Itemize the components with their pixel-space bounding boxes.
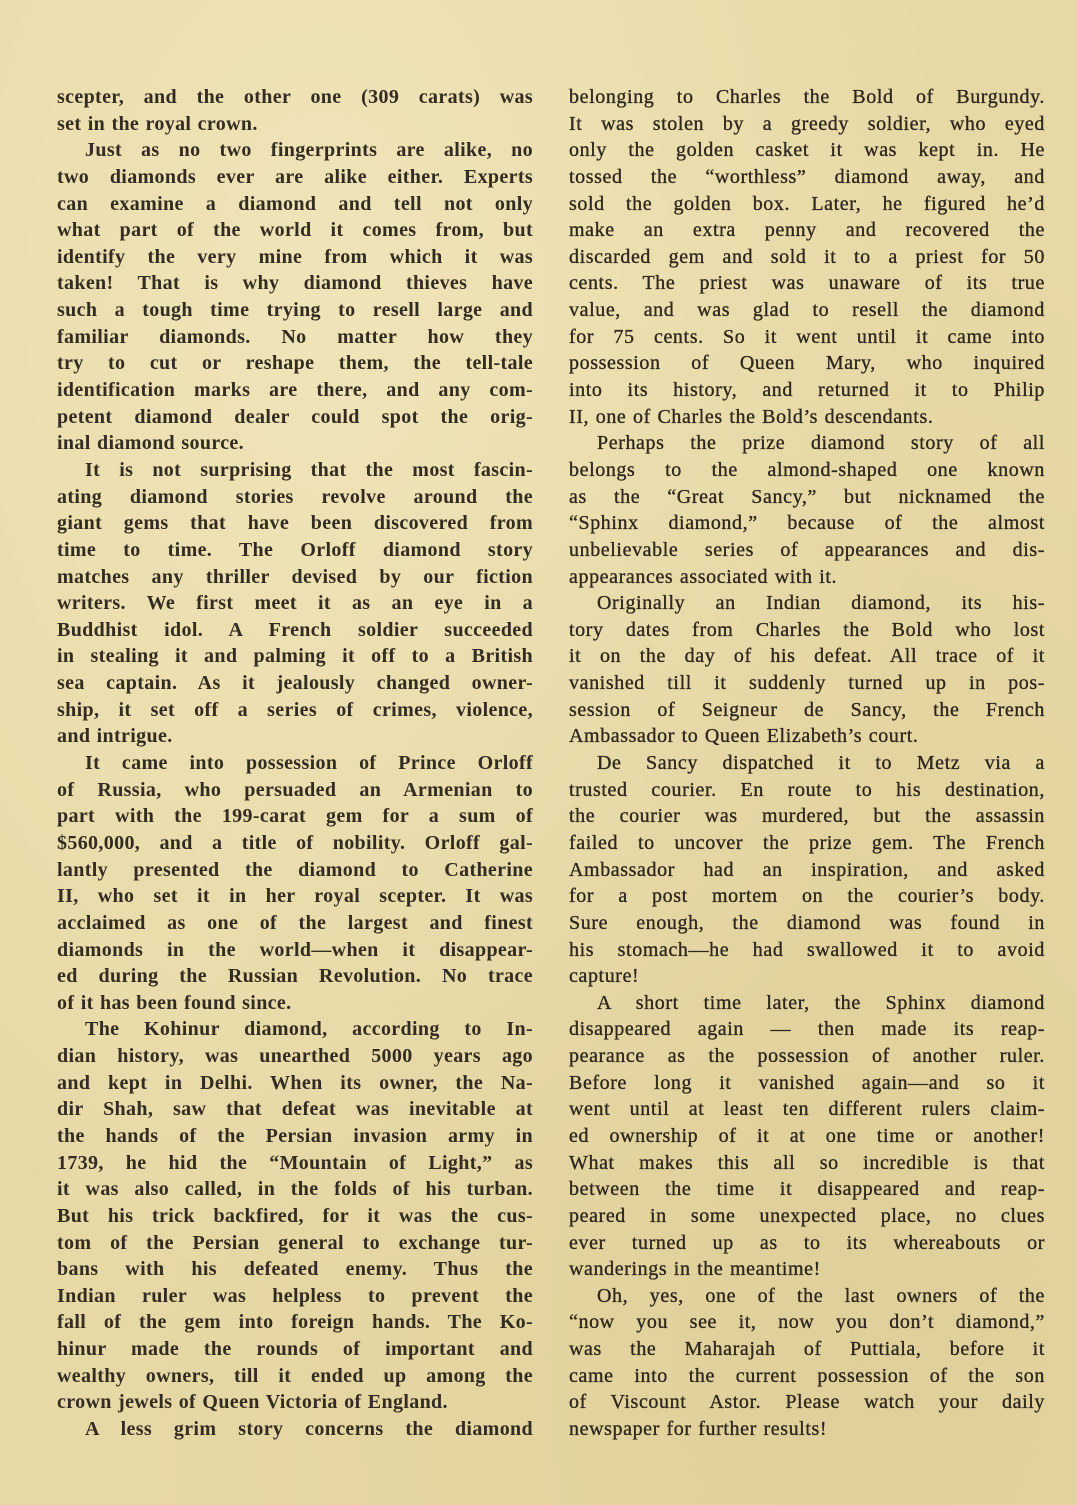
text-line: belongs to the almond-shaped one known <box>569 458 1045 481</box>
text-line: inal diamond source. <box>57 432 244 455</box>
text-line: for a post mortem on the courier’s body. <box>569 885 1045 908</box>
text-line: failed to uncover the prize gem. The French <box>569 831 1045 854</box>
text-line: familiar diamonds. No matter how they <box>57 325 533 348</box>
text-line: and kept in Delhi. When its owner, the Na- <box>57 1071 533 1094</box>
text-line: petent diamond dealer could spot the orig- <box>57 405 533 428</box>
text-line: set in the royal crown. <box>57 112 258 135</box>
text-line: between the time it disappeared and reap- <box>569 1178 1045 1201</box>
text-line: Ambassador to Queen Elizabeth’s court. <box>569 725 919 748</box>
text-line: diamonds in the world—when it disappear- <box>57 938 533 961</box>
text-line: two diamonds ever are alike either. Experts <box>57 165 533 188</box>
text-line: Ambassador had an inspiration, and asked <box>569 858 1045 881</box>
text-line: of it has been found since. <box>57 991 292 1014</box>
text-line: But his trick backfired, for it was the cus- <box>57 1204 533 1227</box>
text-line: bans with his defeated enemy. Thus the <box>57 1258 533 1281</box>
text-line: vanished till it suddenly turned up in pos- <box>569 672 1045 695</box>
text-line: disappeared again — then made its reap- <box>569 1018 1045 1041</box>
text-line: ed ownership of it at one time or another! <box>569 1124 1045 1147</box>
text-line: dian history, was unearthed 5000 years ago <box>57 1045 533 1068</box>
text-line: A short time later, the Sphinx diamond <box>597 991 1045 1014</box>
text-line: as the “Great Sancy,” but nicknamed the <box>569 485 1045 508</box>
text-line: try to cut or reshape them, the tell-tale <box>57 352 533 375</box>
text-line: make an extra penny and recovered the <box>569 219 1045 242</box>
text-line: dir Shah, saw that defeat was inevitable at <box>57 1098 533 1121</box>
text-line: hinur made the rounds of important and <box>57 1338 533 1361</box>
text-line: acclaimed as one of the largest and finest <box>57 911 533 934</box>
text-line: was the Maharajah of Puttiala, before it <box>569 1338 1045 1361</box>
text-line: Indian ruler was helpless to prevent the <box>57 1284 533 1307</box>
text-line: unbelievable series of appearances and dis- <box>569 538 1045 561</box>
text-column-right <box>569 84 1045 1443</box>
text-line: time to time. The Orloff diamond story <box>57 538 533 561</box>
text-line: It was stolen by a greedy soldier, who eyed <box>569 112 1045 135</box>
text-line: ed during the Russian Revolution. No trace <box>57 965 533 988</box>
text-line: value, and was glad to resell the diamond <box>569 299 1045 322</box>
text-line: of Russia, who persuaded an Armenian to <box>57 778 533 801</box>
text-line: writers. We first meet it as an eye in a <box>57 592 533 615</box>
text-line: sold the golden box. Later, he figured he’d <box>569 192 1045 215</box>
text-line: cents. The priest was unaware of its true <box>569 272 1045 295</box>
text-line: trusted courier. En route to his destination, <box>569 778 1045 801</box>
text-line: into its history, and returned it to Philip <box>569 379 1045 402</box>
text-line: such a tough time trying to resell large and <box>57 299 533 322</box>
text-line: “Sphinx diamond,” because of the almost <box>569 512 1045 535</box>
text-line: tossed the “worthless” diamond away, and <box>569 165 1045 188</box>
text-line: De Sancy dispatched it to Metz via a <box>597 752 1045 775</box>
text-line: A less grim story concerns the diamond <box>85 1418 533 1441</box>
text-line: matches any thriller devised by our fiction <box>57 565 533 588</box>
text-line: sea captain. As it jealously changed owner- <box>57 672 533 695</box>
text-line: wealthy owners, till it ended up among the <box>57 1364 533 1387</box>
text-line: 1739, he hid the “Mountain of Light,” as <box>57 1151 533 1174</box>
text-line: tom of the Persian general to exchange tur- <box>57 1231 533 1254</box>
text-line: possession of Queen Mary, who inquired <box>569 352 1045 375</box>
text-line: identify the very mine from which it was <box>57 245 533 268</box>
text-line: ating diamond stories revolve around the <box>57 485 533 508</box>
text-line: peared in some unexpected place, no clues <box>569 1204 1045 1227</box>
text-line: it on the day of his defeat. All trace of it <box>569 645 1045 668</box>
text-line: came into the current possession of the son <box>569 1364 1045 1387</box>
text-line: newspaper for further results! <box>569 1418 828 1441</box>
text-line: crown jewels of Queen Victoria of England. <box>57 1391 448 1414</box>
text-line: can examine a diamond and tell not only <box>57 192 533 215</box>
text-line: fall of the gem into foreign hands. The Ko- <box>57 1311 533 1334</box>
text-line: it was also called, in the folds of his turban. <box>57 1178 533 1201</box>
text-line: Buddhist idol. A French soldier succeeded <box>57 618 533 641</box>
text-line: went until at least ten different rulers claim- <box>569 1098 1045 1121</box>
text-line: session of Seigneur de Sancy, the French <box>569 698 1045 721</box>
text-line: the hands of the Persian invasion army in <box>57 1124 533 1147</box>
text-line: Originally an Indian diamond, its his- <box>597 592 1045 615</box>
text-line: of Viscount Astor. Please watch your daily <box>569 1391 1045 1414</box>
text-line: Sure enough, the diamond was found in <box>569 911 1045 934</box>
text-line: belonging to Charles the Bold of Burgundy. <box>569 86 1045 108</box>
text-line: part with the 199-carat gem for a sum of <box>57 805 533 828</box>
text-line: ever turned up as to its whereabouts or <box>569 1231 1045 1254</box>
text-line: for 75 cents. So it went until it came into <box>569 325 1045 348</box>
text-line: What makes this all so incredible is that <box>569 1151 1045 1174</box>
text-line: giant gems that have been discovered from <box>57 512 533 535</box>
text-line: It is not surprising that the most fascin- <box>85 458 533 481</box>
text-line: his stomach—he had swallowed it to avoid <box>569 938 1045 961</box>
text-line: lantly presented the diamond to Catherine <box>57 858 533 881</box>
text-line: capture! <box>569 965 640 988</box>
text-line: appearances associated with it. <box>569 565 838 588</box>
text-line: wanderings in the meantime! <box>569 1258 821 1281</box>
text-line: II, one of Charles the Bold’s descendants. <box>569 405 934 428</box>
text-line: discarded gem and sold it to a priest for 50 <box>569 245 1045 268</box>
text-line: Perhaps the prize diamond story of all <box>597 432 1045 455</box>
text-line: the courier was murdered, but the assassin <box>569 805 1045 828</box>
text-line: Just as no two fingerprints are alike, no <box>85 139 533 162</box>
text-line: The Kohinur diamond, according to In- <box>85 1018 533 1041</box>
text-line: “now you see it, now you don’t diamond,” <box>569 1311 1045 1334</box>
text-line: tory dates from Charles the Bold who lost <box>569 618 1045 641</box>
text-line: in stealing it and palming it off to a British <box>57 645 533 668</box>
text-line: ship, it set off a series of crimes, violence, <box>57 698 533 721</box>
text-line: It came into possession of Prince Orloff <box>85 752 533 775</box>
text-line: taken! That is why diamond thieves have <box>57 272 533 295</box>
text-line: only the golden casket it was kept in. He <box>569 139 1045 162</box>
text-line: identification marks are there, and any com- <box>57 379 533 402</box>
text-line: and intrigue. <box>57 725 173 748</box>
text-line: pearance as the possession of another ruler. <box>569 1045 1045 1068</box>
text-column-left <box>57 84 533 1443</box>
text-line: Before long it vanished again—and so it <box>569 1071 1045 1094</box>
text-line: Oh, yes, one of the last owners of the <box>597 1284 1045 1307</box>
text-line: $560,000, and a title of nobility. Orloff gal- <box>57 831 533 854</box>
text-line: II, who set it in her royal scepter. It was <box>57 885 533 908</box>
text-line: scepter, and the other one (309 carats) was <box>57 86 533 108</box>
text-line: what part of the world it comes from, but <box>57 219 533 242</box>
